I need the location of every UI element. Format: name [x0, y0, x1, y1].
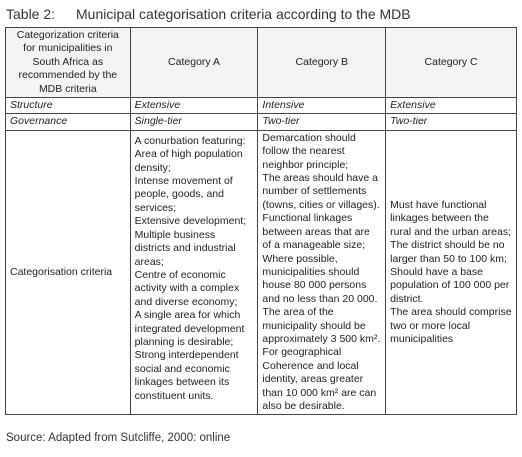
- criteria-b-line: Functional linkages between areas that are of a manageable size;: [262, 212, 370, 252]
- header-criteria: Categorization criteria for municipalities in South Africa as recommended by the MDB criteria: [6, 28, 131, 98]
- criteria-a-line: A single area for which integrated development planning is desirable;: [134, 309, 245, 348]
- criteria-b-line: For geographical Coherence and local identity, areas greater than 10 000 km² are can also be desirable.: [262, 346, 377, 412]
- criteria-a-line: Intense movement of people, goods, and services;: [134, 175, 233, 214]
- table-row-governance: [6, 114, 517, 130]
- criteria-category-b: [258, 130, 386, 415]
- criteria-a-line: A conurbation featuring:: [134, 134, 246, 147]
- row-label-governance: Governance: [6, 114, 131, 130]
- criteria-a-line: Multiple business districts and industrial areas;: [134, 228, 236, 268]
- structure-category-b: Intensive: [258, 98, 386, 114]
- table-row-structure: [6, 98, 517, 114]
- governance-category-a: Single-tier: [130, 114, 258, 130]
- table-title: Municipal categorisation criteria according to the MDB: [76, 6, 411, 22]
- criteria-c-line: The area should comprise two or more local municipalities: [390, 306, 512, 345]
- header-category-b: Category B: [258, 28, 386, 98]
- source-note: Source: Adapted from Sutcliffe, 2000: online: [6, 432, 231, 444]
- structure-category-a: Extensive: [130, 98, 258, 114]
- criteria-category-c: [386, 130, 517, 415]
- criteria-a-line: Strong interdependent social and economic linkages between its constituent units.: [134, 349, 239, 402]
- criteria-a-line: Extensive development;: [134, 215, 247, 228]
- header-row: [6, 28, 517, 98]
- governance-category-b: Two-tier: [258, 114, 386, 130]
- criteria-b-line: The area of the municipality should be approximately 3 500 km².: [262, 306, 381, 345]
- criteria-b-line: The areas should have a number of settlements (towns, cities or villages).: [262, 172, 380, 211]
- criteria-table: [5, 27, 517, 415]
- criteria-a-line: Centre of economic activity with a complex and diverse economy;: [134, 268, 240, 308]
- header-category-a: Category A: [130, 28, 258, 98]
- criteria-c-line: Must have functional linkages between the rural and the urban areas;: [390, 198, 511, 238]
- criteria-a-line: Area of high population density;: [134, 148, 243, 174]
- governance-category-c: Two-tier: [386, 114, 517, 130]
- criteria-b-line: Demarcation should follow the nearest neighbor principle;: [262, 131, 356, 171]
- criteria-c-line: The district should be no larger than 50 to 100 km;: [390, 239, 507, 265]
- table-number: Table 2:: [6, 6, 56, 22]
- criteria-b-line: Where possible, municipalities should house 80 000 persons and no less than 20 000.: [262, 252, 378, 305]
- row-label-structure: Structure: [6, 98, 131, 114]
- row-label-categorisation: Categorisation criteria: [6, 130, 131, 415]
- structure-category-c: Extensive: [386, 98, 517, 114]
- header-category-c: Category C: [386, 28, 517, 98]
- criteria-c-line: Should have a base population of 100 000 per district.: [390, 265, 510, 305]
- table-row-categorisation: [6, 130, 517, 415]
- table-caption: [6, 6, 411, 22]
- criteria-category-a: [130, 130, 258, 415]
